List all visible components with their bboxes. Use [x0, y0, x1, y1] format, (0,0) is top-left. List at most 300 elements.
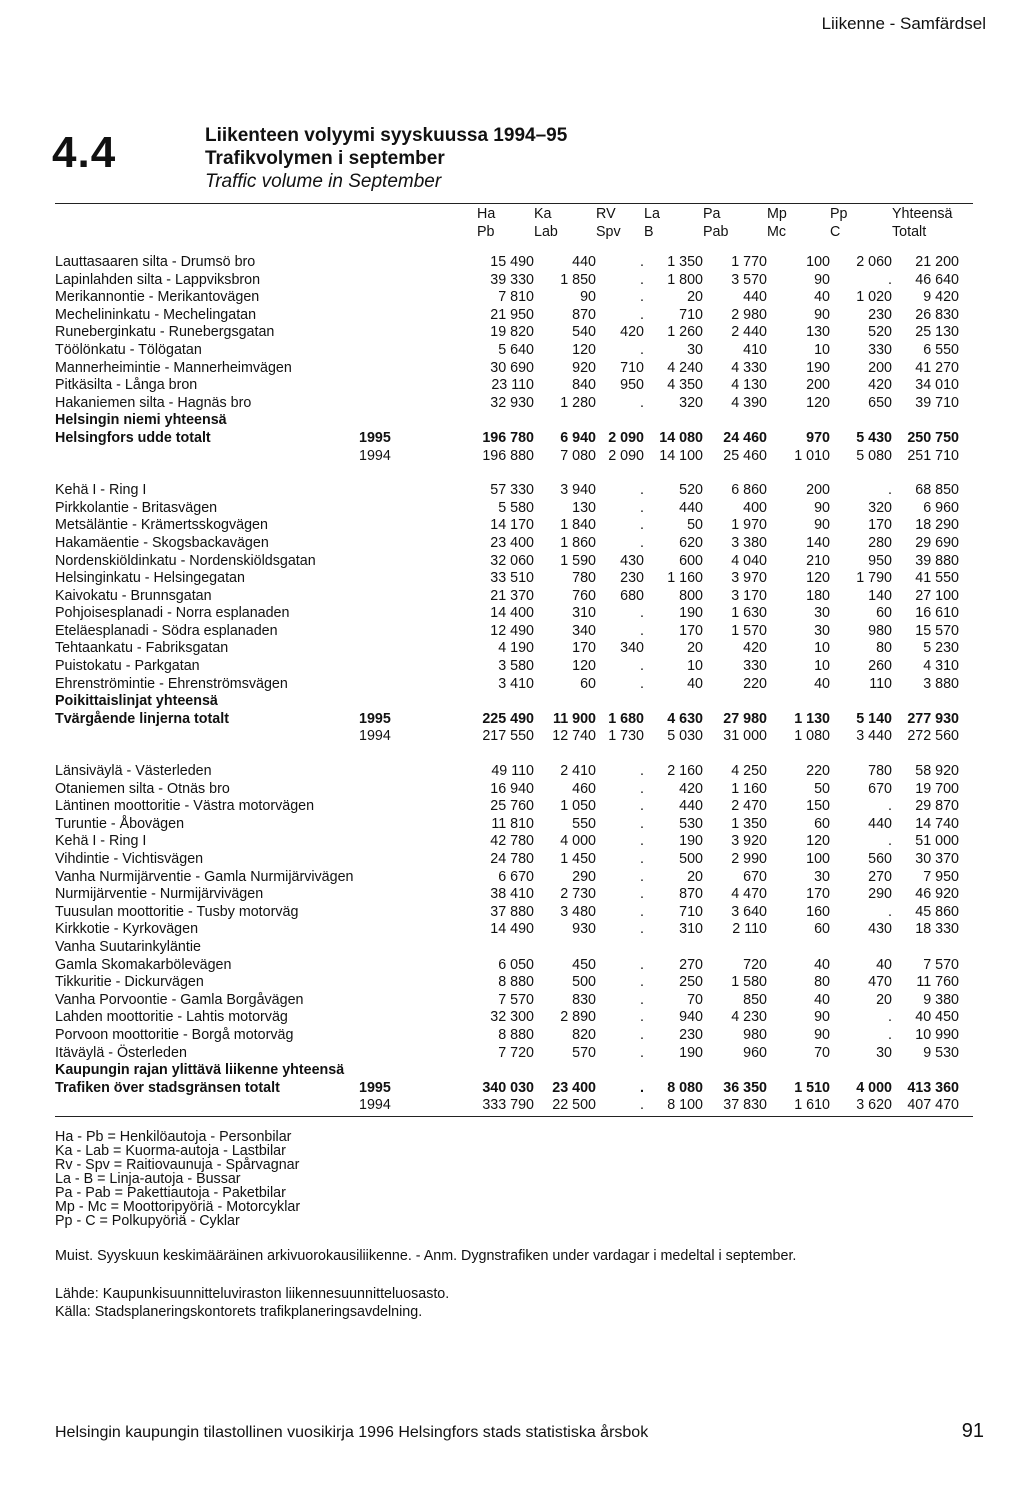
- cell-value: 29 870: [915, 798, 959, 815]
- cell-value: 19 820: [490, 324, 534, 341]
- cell-value: 2 980: [731, 306, 767, 323]
- cell-value: 110: [869, 675, 892, 692]
- title-swedish: Trafikvolymen i september: [205, 148, 445, 169]
- cell-value: 1 580: [731, 974, 767, 991]
- cell-value: .: [640, 763, 644, 780]
- legend-item: Pp - C = Polkupyöriä - Cyklar: [55, 1213, 240, 1229]
- cell-value: 30: [687, 341, 703, 358]
- table-row: [55, 992, 959, 1010]
- cell-value: 290: [868, 886, 892, 903]
- cell-value: 14 100: [659, 447, 703, 464]
- cell-value: .: [640, 868, 644, 885]
- cell-value: 5 140: [856, 710, 892, 727]
- cell-value: 40: [814, 956, 830, 973]
- row-label: [55, 728, 355, 746]
- cell-value: 34 010: [915, 377, 959, 394]
- legend-item: Ha - Pb = Henkilöautoja - Personbilar: [55, 1129, 292, 1145]
- cell-value: 10 990: [915, 1026, 959, 1043]
- row-label: Eteläesplanadi - Södra esplanaden: [55, 622, 278, 639]
- cell-value: 650: [868, 394, 892, 411]
- table-row: [55, 798, 959, 816]
- cell-value: .: [640, 517, 644, 534]
- cell-value: 430: [620, 552, 644, 569]
- column-header: Totalt: [892, 224, 927, 240]
- column-header: C: [830, 224, 841, 240]
- row-label: Mannerheimintie - Mannerheimvägen: [55, 359, 292, 376]
- row-year: [355, 482, 451, 500]
- cell-value: 30 370: [915, 851, 959, 867]
- cell-value: 440: [679, 798, 703, 815]
- table-row: [55, 1080, 959, 1098]
- cell-value: .: [888, 903, 892, 920]
- cell-value: 1 590: [560, 552, 596, 569]
- cell-value: 12 740: [552, 728, 596, 745]
- cell-value: 14 400: [490, 605, 534, 622]
- cell-value: 420: [620, 324, 644, 341]
- table-row: [55, 448, 959, 466]
- row-year: [355, 904, 451, 922]
- cell-value: 32 930: [490, 394, 534, 411]
- cell-value: [767, 412, 830, 430]
- cell-value: 190: [679, 1044, 703, 1061]
- cell-value: 760: [572, 587, 596, 604]
- cell-value: 1 080: [794, 728, 830, 745]
- cell-value: 460: [572, 780, 596, 797]
- cell-value: 140: [806, 534, 830, 551]
- top-rule: [55, 203, 973, 204]
- table-row: [55, 658, 959, 676]
- cell-value: [534, 1062, 596, 1080]
- column-header: Pa: [703, 206, 721, 222]
- legend: [55, 1130, 300, 1228]
- cell-value: 16 940: [490, 780, 534, 797]
- cell-value: 2 990: [731, 851, 767, 867]
- cell-value: 36 350: [723, 1079, 767, 1096]
- cell-value: 23 400: [552, 1079, 596, 1096]
- cell-value: .: [640, 254, 644, 270]
- cell-value: 270: [868, 868, 892, 885]
- cell-value: 3 410: [498, 675, 534, 692]
- cell-value: [644, 939, 703, 957]
- cell-value: 10: [814, 640, 830, 657]
- row-year: [355, 517, 451, 535]
- cell-value: 5 430: [856, 429, 892, 446]
- row-year: [355, 377, 451, 395]
- table-row: [55, 1097, 959, 1115]
- row-year: 1994: [359, 447, 391, 464]
- cell-value: 40: [814, 675, 830, 692]
- cell-value: 1 350: [667, 254, 703, 270]
- cell-value: 600: [679, 552, 703, 569]
- cell-value: 940: [679, 1009, 703, 1026]
- gap-cell: [55, 746, 959, 763]
- column-header: B: [644, 224, 654, 240]
- cell-value: .: [640, 886, 644, 903]
- table-row: [55, 482, 959, 500]
- row-label: Länsiväylä - Västerleden: [55, 763, 212, 780]
- row-year: [355, 957, 451, 975]
- cell-value: 950: [620, 377, 644, 394]
- cell-value: 4 470: [731, 886, 767, 903]
- cell-value: 9 380: [923, 991, 959, 1008]
- row-year: [355, 939, 451, 957]
- cell-value: 90: [814, 499, 830, 516]
- cell-value: 46 920: [915, 886, 959, 903]
- cell-value: 780: [572, 570, 596, 587]
- row-year: [355, 851, 451, 869]
- cell-value: .: [888, 833, 892, 850]
- row-label: Kaivokatu - Brunnsgatan: [55, 587, 212, 604]
- cell-value: 57 330: [490, 482, 534, 499]
- row-year: [355, 324, 451, 342]
- cell-value: 960: [743, 1044, 767, 1061]
- cell-value: 6 050: [498, 956, 534, 973]
- cell-value: 27 980: [723, 710, 767, 727]
- cell-value: 4 390: [731, 394, 767, 411]
- cell-value: 21 200: [915, 254, 959, 270]
- table-row: [55, 289, 959, 307]
- row-label: Tvärgående linjerna totalt: [55, 710, 229, 727]
- row-label: Turuntie - Åbovägen: [55, 815, 185, 832]
- cell-value: .: [640, 956, 644, 973]
- legend-item: Rv - Spv = Raitiovaunuja - Spårvagnar: [55, 1157, 300, 1173]
- cell-value: 2 110: [732, 921, 767, 938]
- cell-value: 407 470: [907, 1097, 959, 1114]
- cell-value: 6 860: [731, 482, 767, 499]
- cell-value: 60: [814, 815, 830, 832]
- table-row: [55, 1009, 959, 1027]
- cell-value: 4 240: [667, 359, 703, 376]
- cell-value: [830, 693, 892, 711]
- cell-value: 70: [814, 1044, 830, 1061]
- cell-value: [644, 693, 703, 711]
- cell-value: 3 940: [560, 482, 596, 499]
- row-year: [355, 535, 451, 553]
- cell-value: 520: [868, 324, 892, 341]
- cell-value: [703, 939, 767, 957]
- cell-value: 520: [679, 482, 703, 499]
- gap-cell: [55, 465, 959, 482]
- cell-value: [830, 1062, 892, 1080]
- table-row: [55, 588, 959, 606]
- table-row: [55, 886, 959, 904]
- table-row: [55, 553, 959, 571]
- cell-value: 90: [580, 289, 596, 306]
- row-label: [55, 448, 355, 466]
- row-label: Vanha Porvoontie - Gamla Borgåvägen: [55, 991, 304, 1008]
- cell-value: 4 000: [560, 833, 596, 850]
- row-label: Lauttasaaren silta - Drumsö bro: [55, 254, 256, 270]
- cell-value: .: [640, 991, 644, 1008]
- column-header: Pb: [477, 224, 495, 240]
- cell-value: 780: [868, 763, 892, 780]
- cell-value: 3 640: [731, 903, 767, 920]
- cell-value: 120: [806, 394, 830, 411]
- cell-value: 160: [806, 903, 830, 920]
- row-label: Nurmijärventie - Nurmijärvivägen: [55, 886, 264, 903]
- cell-value: 170: [679, 622, 703, 639]
- row-year: [355, 605, 451, 623]
- row-label: Lahden moottoritie - Lahtis motorväg: [55, 1009, 288, 1026]
- cell-value: 330: [868, 341, 892, 358]
- table-row: [55, 272, 959, 290]
- cell-value: [703, 412, 767, 430]
- table-row: [55, 1027, 959, 1045]
- cell-value: 23 110: [491, 377, 534, 394]
- cell-value: 440: [572, 254, 596, 270]
- row-label: Runeberginkatu - Runebergsgatan: [55, 324, 275, 341]
- cell-value: 2 090: [608, 429, 644, 446]
- cell-value: 220: [743, 675, 767, 692]
- row-year: [355, 640, 451, 658]
- cell-value: 25 760: [490, 798, 534, 815]
- cell-value: 1 610: [794, 1097, 830, 1114]
- cell-value: 22 500: [552, 1097, 596, 1114]
- cell-value: [767, 1062, 830, 1080]
- source: [55, 1285, 449, 1321]
- cell-value: 260: [868, 658, 892, 675]
- cell-value: 39 330: [490, 271, 534, 288]
- cell-value: 1 160: [731, 780, 767, 797]
- cell-value: [644, 1062, 703, 1080]
- cell-value: 4 250: [731, 763, 767, 780]
- row-year: [355, 921, 451, 939]
- cell-value: 272 560: [907, 728, 959, 745]
- cell-value: 210: [806, 552, 830, 569]
- cell-value: 20: [687, 289, 703, 306]
- row-year: [355, 254, 451, 272]
- cell-value: [892, 939, 959, 957]
- cell-value: .: [640, 271, 644, 288]
- cell-value: 2 730: [560, 886, 596, 903]
- cell-value: 37 880: [490, 903, 534, 920]
- row-year: 1995: [359, 710, 391, 727]
- page-number: 91: [961, 1420, 984, 1442]
- table-row: [55, 974, 959, 992]
- row-label: Pirkkolantie - Britasvägen: [55, 499, 218, 516]
- cell-value: 27 100: [915, 587, 959, 604]
- cell-value: .: [640, 289, 644, 306]
- cell-value: 170: [806, 886, 830, 903]
- table-row: [55, 816, 959, 834]
- cell-value: 20: [687, 868, 703, 885]
- header-spacer: [355, 223, 451, 241]
- cell-value: .: [640, 341, 644, 358]
- cell-value: 40: [814, 289, 830, 306]
- cell-value: [703, 1062, 767, 1080]
- cell-value: [534, 693, 596, 711]
- table-row: [55, 921, 959, 939]
- cell-value: 40: [814, 991, 830, 1008]
- cell-value: 24 460: [723, 429, 767, 446]
- cell-value: 340 030: [482, 1079, 534, 1096]
- cell-value: 1 260: [667, 324, 703, 341]
- cell-value: 850: [743, 991, 767, 1008]
- table-row: [55, 342, 959, 360]
- cell-value: 60: [876, 605, 892, 622]
- cell-value: 200: [806, 377, 830, 394]
- table-row: [55, 781, 959, 799]
- cell-value: .: [640, 815, 644, 832]
- table-row: [55, 939, 959, 957]
- column-header-row: [55, 223, 959, 241]
- cell-value: 420: [679, 780, 703, 797]
- cell-value: 15 570: [915, 622, 959, 639]
- row-label: Hakaniemen silta - Hagnäs bro: [55, 394, 252, 411]
- row-label: Hakamäentie - Skogsbackavägen: [55, 534, 269, 551]
- cell-value: 29 690: [915, 534, 959, 551]
- cell-value: 11 900: [553, 710, 596, 727]
- cell-value: 60: [814, 921, 830, 938]
- cell-value: 4 190: [498, 640, 534, 657]
- row-year: [355, 289, 451, 307]
- table-row: [55, 1062, 959, 1080]
- cell-value: 50: [814, 780, 830, 797]
- cell-value: 26 830: [915, 306, 959, 323]
- row-label: Kaupungin rajan ylittävä liikenne yhteensä: [55, 1062, 345, 1079]
- cell-value: 340: [572, 622, 596, 639]
- row-label: Helsingin niemi yhteensä: [55, 412, 227, 429]
- cell-value: 225 490: [482, 710, 534, 727]
- cell-value: 680: [620, 587, 644, 604]
- cell-value: 10: [814, 341, 830, 358]
- row-label: Tikkuritie - Dickurvägen: [55, 974, 204, 991]
- table-number: 4.4: [52, 128, 117, 177]
- row-label: Puistokatu - Parkgatan: [55, 658, 200, 675]
- cell-value: 330: [743, 658, 767, 675]
- cell-value: 130: [572, 499, 596, 516]
- cell-value: 30: [814, 622, 830, 639]
- table-row: [55, 1045, 959, 1063]
- cell-value: 49 110: [491, 763, 534, 780]
- cell-value: 4 330: [731, 359, 767, 376]
- cell-value: 25 460: [723, 447, 767, 464]
- column-header: Mc: [767, 224, 787, 240]
- cell-value: 7 570: [498, 991, 534, 1008]
- cell-value: [767, 939, 830, 957]
- cell-value: 120: [572, 658, 596, 675]
- cell-value: .: [640, 499, 644, 516]
- cell-value: .: [640, 921, 644, 938]
- row-year: [355, 781, 451, 799]
- cell-value: 2 470: [731, 798, 767, 815]
- column-header: Ha: [477, 206, 496, 222]
- cell-value: 550: [572, 815, 596, 832]
- row-year: [355, 395, 451, 413]
- cell-value: 440: [679, 499, 703, 516]
- cell-value: 9 420: [923, 289, 959, 306]
- row-year: [355, 623, 451, 641]
- cell-value: 32 300: [490, 1009, 534, 1026]
- row-label: Mechelininkatu - Mechelingatan: [55, 306, 257, 323]
- row-label: Trafiken över stadsgränsen totalt: [55, 1079, 280, 1096]
- cell-value: .: [888, 482, 892, 499]
- row-label: Helsingfors udde totalt: [55, 429, 211, 446]
- cell-value: 190: [679, 605, 703, 622]
- cell-value: 1 790: [856, 570, 892, 587]
- cell-value: 870: [679, 886, 703, 903]
- cell-value: 180: [806, 587, 830, 604]
- cell-value: 440: [743, 289, 767, 306]
- cell-value: 1 350: [731, 815, 767, 832]
- row-year: [355, 886, 451, 904]
- cell-value: 3 480: [560, 903, 596, 920]
- cell-value: 58 920: [915, 763, 959, 780]
- table-row: [55, 254, 959, 272]
- row-year: 1995: [359, 429, 391, 446]
- table-row: [55, 851, 959, 869]
- table-row: [55, 360, 959, 378]
- cell-value: 1 770: [731, 254, 767, 270]
- cell-value: 333 790: [482, 1097, 534, 1114]
- cell-value: 980: [743, 1026, 767, 1043]
- row-year: [355, 1009, 451, 1027]
- cell-value: 4 040: [731, 552, 767, 569]
- cell-value: 1 510: [794, 1079, 830, 1096]
- cell-value: 100: [806, 254, 830, 270]
- column-header: Ka: [534, 206, 552, 222]
- cell-value: 51 000: [915, 833, 959, 850]
- legend-item: La - B = Linja-autoja - Bussar: [55, 1171, 241, 1187]
- cell-value: 500: [572, 974, 596, 991]
- cell-value: 3 580: [498, 658, 534, 675]
- cell-value: [892, 693, 959, 711]
- cell-value: 39 710: [915, 394, 959, 411]
- cell-value: 710: [679, 903, 703, 920]
- cell-value: 140: [868, 587, 892, 604]
- table-row: [55, 605, 959, 623]
- cell-value: 310: [679, 921, 703, 938]
- traffic-table: [55, 205, 959, 1115]
- cell-value: 420: [743, 640, 767, 657]
- cell-value: .: [888, 1026, 892, 1043]
- cell-value: 1 130: [794, 710, 830, 727]
- cell-value: 21 950: [490, 306, 534, 323]
- cell-value: 33 510: [490, 570, 534, 587]
- cell-value: 217 550: [482, 728, 534, 745]
- cell-value: 8 080: [667, 1079, 703, 1096]
- cell-value: 800: [679, 587, 703, 604]
- cell-value: 120: [806, 833, 830, 850]
- cell-value: [830, 939, 892, 957]
- row-year: 1994: [359, 728, 391, 745]
- cell-value: .: [640, 482, 644, 499]
- cell-value: 270: [679, 956, 703, 973]
- cell-value: 90: [814, 1009, 830, 1026]
- cell-value: .: [640, 658, 644, 675]
- cell-value: 1 850: [560, 271, 596, 288]
- cell-value: 68 850: [915, 482, 959, 499]
- row-label: Kehä I - Ring I: [55, 482, 147, 499]
- cell-value: 2 060: [856, 254, 892, 270]
- column-header: Lab: [534, 224, 558, 240]
- cell-value: 230: [679, 1026, 703, 1043]
- cell-value: .: [640, 1079, 644, 1096]
- row-label: Lapinlahden silta - Lappviksbron: [55, 271, 261, 288]
- cell-value: 320: [868, 499, 892, 516]
- row-label: Nordenskiöldinkatu - Nordenskiöldsgatan: [55, 552, 316, 569]
- cell-value: 3 570: [731, 271, 767, 288]
- cell-value: 18 330: [915, 921, 959, 938]
- row-label: Itäväylä - Österleden: [55, 1044, 187, 1061]
- table-row: [55, 430, 959, 448]
- cell-value: 11 760: [916, 974, 959, 991]
- cell-value: 16 610: [915, 605, 959, 622]
- cell-value: 430: [868, 921, 892, 938]
- cell-value: 80: [876, 640, 892, 657]
- row-year: [355, 816, 451, 834]
- cell-value: 14 740: [915, 815, 959, 832]
